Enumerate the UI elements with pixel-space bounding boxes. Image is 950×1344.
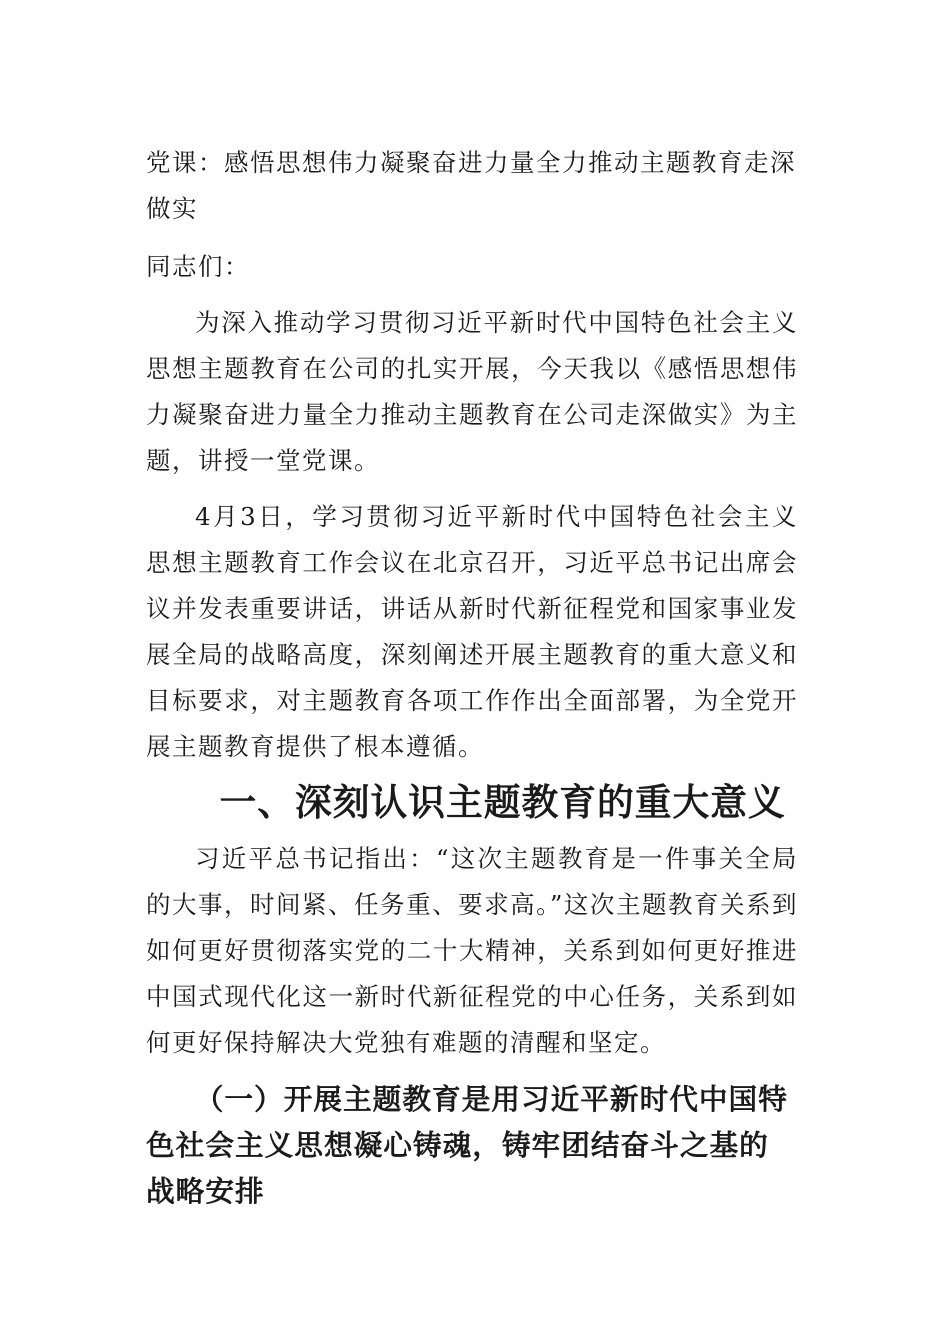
background-paragraph: 4月3日，学习贯彻习近平新时代中国特色社会主义思想主题教育工作会议在北京召开，习近平总书记出席会议并发表重要讲话，讲话从新时代新征程党和国家事业发展全局的战略高度，深刻阐述开展主题教育的重大意义和目标要求，对主题教育各项工作作出全面部署，为全党开展主题教育提供了根本遵循。 (146, 502, 798, 761)
subsection-heading-1: （一）开展主题教育是用习近平新时代中国特色社会主义思想凝心铸魂，铸牢团结奋斗之基的战略安排 (146, 1082, 788, 1208)
intro-paragraph: 为深入推动学习贯彻习近平新时代中国特色社会主义思想主题教育在公司的扎实开展，今天我以《感悟思想伟力凝聚奋进力量全力推动主题教育在公司走深做实》为主题，讲授一堂党课。 (146, 308, 798, 475)
document-title: 党课：感悟思想伟力凝聚奋进力量全力推动主题教育走深做实 (146, 148, 796, 223)
section-heading-1: 一、深刻认识主题教育的重大意义 (219, 781, 786, 824)
salutation: 同志们： (146, 252, 250, 281)
section-1-paragraph: 习近平总书记指出：“这次主题教育是一件事关全局的大事，时间紧、任务重、要求高。”这次主题教育关系到如何更好贯彻落实党的二十大精神，关系到如何更好推进中国式现代化这一新时代新征程党的中心任务，关系到如何更好保持解决大党独有难题的清醒和坚定。 (146, 844, 798, 1057)
document-page (146, 140, 798, 1214)
